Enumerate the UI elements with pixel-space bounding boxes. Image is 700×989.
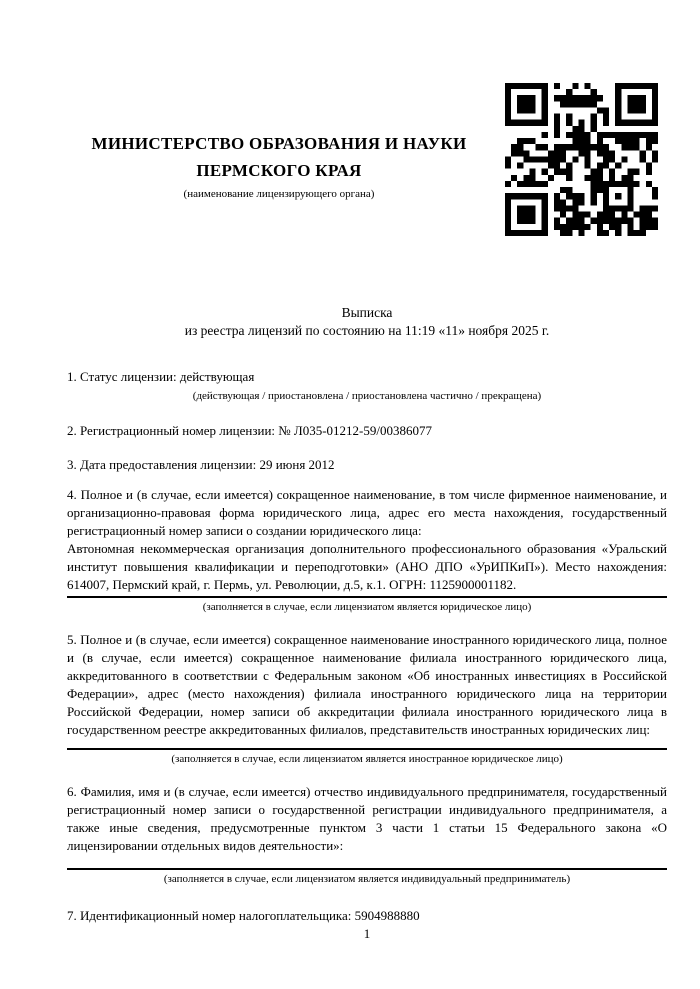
- ministry-name-line2: ПЕРМСКОГО КРАЯ: [196, 161, 362, 180]
- field-license-status-caption: (действующая / приостановлена / приостановлена частично / прекращена): [192, 390, 542, 402]
- document-title: Выписка: [341, 305, 393, 320]
- divider-line-foreign-entity: [67, 748, 667, 750]
- field-legal-entity-question: 4. Полное и (в случае, если имеется) сокращенное наименование, в том числе фирменное наименование, и организационно-правовая форма юридического лица, адрес его места нахождения, государственный регистрационный номер записи о создании юридического лица:: [67, 487, 667, 538]
- field-foreign-entity-question: 5. Полное и (в случае, если имеется) сокращенное наименование иностранного юридического лица, полное и (в случае, если имеется) сокращенное наименование филиала иностранного юридического лица, аккредитованного в соответствии с Федеральным законом «Об иностранных инвестициях в Российской Федерации», адрес (место нахождения) филиала иностранного юридического лица на территории Российской Федерации, номер записи об аккредитации филиала иностранного юридического лица в государственном реестре аккредитованных филиалов, представительств иностранных юридических лиц:: [67, 632, 667, 737]
- field-license-status: 1. Статус лицензии: действующая: [67, 369, 255, 384]
- field-taxpayer-id: 7. Идентификационный номер налогоплательщика: 5904988880: [67, 908, 420, 923]
- divider-line-legal-entity: [67, 596, 667, 598]
- document-title-block: [67, 304, 667, 340]
- document-subtitle: из реестра лицензий по состоянию на 11:19 «11» ноября 2025 г.: [184, 323, 550, 338]
- qr-code-icon: [505, 83, 658, 236]
- licensing-authority-header: [67, 130, 491, 200]
- field-registration-number: 2. Регистрационный номер лицензии: № Л035-01212-59/00386077: [67, 423, 433, 438]
- field-foreign-entity-caption: (заполняется в случае, если лицензиатом является иностранное юридическое лицо): [171, 753, 563, 765]
- field-license-grant-date: 3. Дата предоставления лицензии: 29 июня 2012: [67, 457, 335, 472]
- ministry-name-line1: МИНИСТЕРСТВО ОБРАЗОВАНИЯ И НАУКИ: [91, 134, 467, 153]
- fields-list: [67, 368, 667, 925]
- field-legal-entity-caption: (заполняется в случае, если лицензиатом является юридическое лицо): [202, 601, 532, 613]
- ministry-name-caption: (наименование лицензирующего органа): [183, 188, 375, 200]
- field-entrepreneur-question: 6. Фамилия, имя и (в случае, если имеется) отчество индивидуального предпринимателя, государственный регистрационный номер записи о государственной регистрации индивидуального предпринимателя, а также иные сведения, предусмотренные пунктом 3 части 1 статьи 15 Федерального закона «О лицензировании отдельных видов деятельности»:: [67, 784, 667, 853]
- divider-line-entrepreneur: [67, 868, 667, 870]
- field-legal-entity-answer: Автономная некоммерческая организация дополнительного профессионального образования «Уральский институт повышения квалификации и переподготовки» (АНО ДПО «УрИПКиП»). Место нахождения: 614007, Пермский край, г. Пермь, ул. Революции, д.5, к.1. ОГРН: 1125900001182.: [67, 541, 667, 592]
- page-number: 1: [363, 926, 371, 941]
- field-entrepreneur-caption: (заполняется в случае, если лицензиатом является индивидуальный предприниматель): [163, 873, 571, 885]
